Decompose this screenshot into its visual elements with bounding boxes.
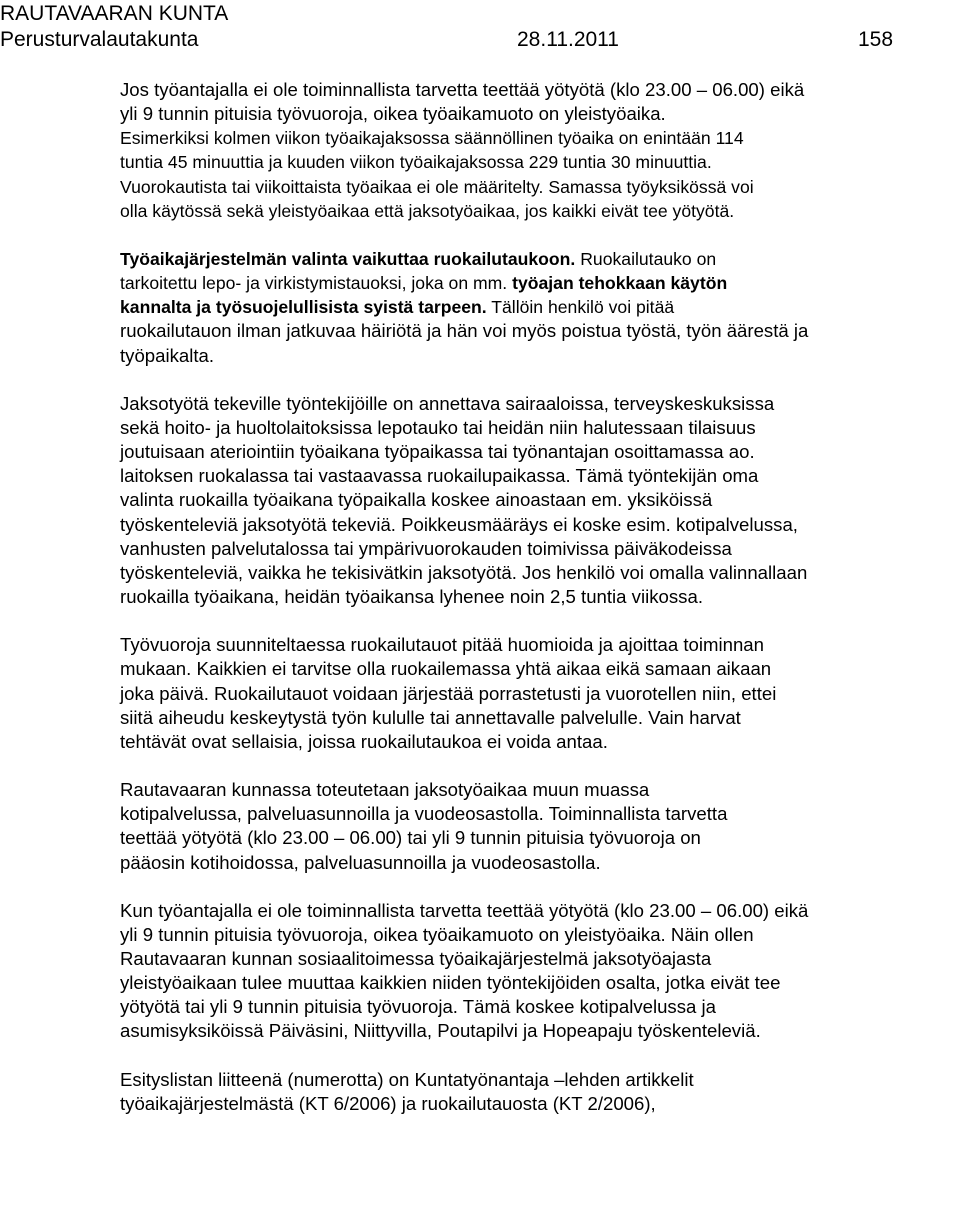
text-segment: Tällöin henkilö voi pitää bbox=[486, 297, 675, 318]
text-segment: valinta ruokailla työaikana työpaikalla koskee ainoastaan em. yksiköissä bbox=[120, 489, 713, 511]
text-line bbox=[120, 513, 960, 537]
text-segment: työpaikalta. bbox=[120, 344, 215, 366]
text-segment: Esimerkiksi kolmen viikon työaikajaksossa säännöllinen työaika on enintään 114 bbox=[120, 128, 744, 149]
text-line bbox=[120, 78, 960, 102]
paragraph bbox=[120, 1068, 960, 1116]
text-segment: siitä aiheudu keskeytystä työn kululle tai annettavalle palvelulle. Vain harvat bbox=[120, 706, 741, 728]
paragraph-gap bbox=[120, 875, 960, 899]
bold-text: työajan tehokkaan käytön bbox=[512, 273, 728, 294]
paragraph-gap bbox=[120, 609, 960, 633]
paragraph bbox=[120, 633, 960, 754]
text-segment: työskenteleviä, vaikka he tekisivätkin jaksotyötä. Jos henkilö voi omalla valinnallaan bbox=[120, 561, 808, 583]
text-segment: tuntia 45 minuuttia ja kuuden viikon työaikajaksossa 229 tuntia 30 minuuttia. bbox=[120, 152, 712, 173]
text-line bbox=[120, 995, 960, 1019]
text-line bbox=[120, 319, 960, 343]
document-body bbox=[120, 78, 960, 1116]
text-segment: joutuisaan ateriointiin työaikana työpaikassa tai työnantajan osoittamassa ao. bbox=[120, 441, 755, 463]
text-segment: Vuorokautista tai viikoittaista työaikaa ei ole määritelty. bbox=[120, 176, 549, 197]
paragraph bbox=[120, 247, 960, 368]
text-line bbox=[120, 561, 960, 585]
text-line bbox=[120, 440, 960, 464]
text-line bbox=[120, 416, 960, 440]
paragraph bbox=[120, 78, 960, 223]
text-segment: asumisyksiköissä Päiväsini, Niittyvilla, Poutapilvi ja Hopeapaju työskenteleviä. bbox=[120, 1020, 761, 1042]
bold-text: Työaikajärjestelmän valinta vaikuttaa ruokailutaukoon. bbox=[120, 248, 576, 269]
text-segment: sekä hoito- ja huoltolaitoksissa lepotauko tai heidän niin halutessaan tilaisuus bbox=[120, 416, 756, 438]
text-segment: kotipalvelussa, palveluasunnoilla ja vuodeosastolla. Toiminnallista tarvetta bbox=[120, 803, 728, 825]
organization-name: RAUTAVAARAN KUNTA bbox=[0, 2, 229, 25]
text-segment: työaikajärjestelmästä (KT 6/2006) ja ruokailutauosta (KT 2/2006), bbox=[120, 1092, 656, 1114]
text-line bbox=[120, 175, 960, 199]
text-line bbox=[120, 150, 960, 174]
paragraph-gap bbox=[120, 754, 960, 778]
paragraph bbox=[120, 392, 960, 609]
text-segment: ruokailutauon ilman jatkuvaa häiriötä ja hän voi myös poistua työstä, työn äärestä ja bbox=[120, 320, 809, 342]
text-segment: laitoksen ruokalassa tai vastaavassa ruokailupaikassa. Tämä työntekijän oma bbox=[120, 465, 759, 487]
text-line bbox=[120, 971, 960, 995]
text-segment: Kun työantajalla ei ole toiminnallista tarvetta teettää yötyötä (klo 23.00 – 06.00) eikä bbox=[120, 899, 809, 921]
text-line bbox=[120, 247, 960, 271]
bold-text: kannalta ja työsuojelullisista syistä tarpeen. bbox=[120, 297, 487, 318]
text-segment: Työvuoroja suunniteltaessa ruokailutauot pitää huomioida ja ajoittaa toiminnan bbox=[120, 634, 764, 656]
text-segment: Rautavaaran kunnassa toteutetaan jaksotyöaikaa muun muassa bbox=[120, 779, 650, 801]
text-line bbox=[120, 1019, 960, 1043]
text-segment: pääosin kotihoidossa, palveluasunnoilla ja vuodeosastolla. bbox=[120, 851, 601, 873]
text-segment: yötyötä tai yli 9 tunnin pituisia työvuoroja. Tämä koskee kotipalvelussa ja bbox=[120, 996, 717, 1018]
text-line bbox=[120, 778, 960, 802]
text-line bbox=[120, 126, 960, 150]
text-segment: ruokailla työaikana, heidän työaikansa lyhenee noin 2,5 tuntia viikossa. bbox=[120, 585, 703, 607]
text-line bbox=[120, 947, 960, 971]
text-segment: olla käytössä sekä yleistyöaikaa että jaksotyöaikaa, jos kaikki eivät tee yötyötä. bbox=[120, 200, 735, 221]
text-line bbox=[120, 899, 960, 923]
text-segment: Ruokailutauko on bbox=[575, 248, 717, 269]
text-segment: mukaan. Kaikkien ei tarvitse olla ruokailemassa yhtä aikaa eikä samaan aikaan bbox=[120, 658, 772, 680]
text-segment: yli 9 tunnin pituisia työvuoroja, oikea työaikamuoto on yleistyöaika. bbox=[120, 103, 666, 125]
paragraph-gap bbox=[120, 368, 960, 392]
text-segment: teettää yötyötä (klo 23.00 – 06.00) tai yli 9 tunnin pituisia työvuoroja on bbox=[120, 827, 701, 849]
text-line bbox=[120, 488, 960, 512]
text-line bbox=[120, 271, 960, 295]
text-segment: Samassa työyksikössä voi bbox=[548, 176, 754, 197]
text-line bbox=[120, 682, 960, 706]
text-line bbox=[120, 851, 960, 875]
text-segment: Jaksotyötä tekeville työntekijöille on annettava sairaaloissa, terveyskeskuksissa bbox=[120, 392, 775, 414]
text-segment: joka päivä. Ruokailutauot voidaan järjestää porrastetusti ja vuorotellen niin, ettei bbox=[120, 682, 777, 704]
text-segment: yli 9 tunnin pituisia työvuoroja, oikea työaikamuoto on yleistyöaika. Näin ollen bbox=[120, 923, 754, 945]
text-line bbox=[120, 102, 960, 126]
text-line bbox=[120, 537, 960, 561]
text-line bbox=[120, 295, 960, 319]
text-line bbox=[120, 826, 960, 850]
text-segment: yleistyöaikaan tulee muuttaa kaikkien niiden työntekijöiden osalta, jotka eivät tee bbox=[120, 972, 781, 994]
text-line bbox=[120, 657, 960, 681]
text-line bbox=[120, 585, 960, 609]
text-line bbox=[120, 633, 960, 657]
text-line bbox=[120, 802, 960, 826]
paragraph bbox=[120, 899, 960, 1044]
text-line bbox=[120, 706, 960, 730]
text-segment: tarkoitettu lepo- ja virkistymistauoksi, joka on mm. bbox=[120, 273, 513, 294]
text-line bbox=[120, 392, 960, 416]
text-segment: Esityslistan liitteenä (numerotta) on Kuntatyönantaja –lehden artikkelit bbox=[120, 1068, 694, 1090]
text-segment: työskenteleviä jaksotyötä tekeviä. Poikkeusmääräys ei koske esim. kotipalvelussa, bbox=[120, 513, 798, 535]
text-line bbox=[120, 344, 960, 368]
text-segment: vanhusten palvelutalossa tai ympärivuorokauden toimivissa päiväkodeissa bbox=[120, 537, 732, 559]
paragraph-gap bbox=[120, 223, 960, 247]
paragraph-gap bbox=[120, 1044, 960, 1068]
page-number: 158 bbox=[858, 28, 894, 51]
text-segment: Jos työantajalla ei ole toiminnallista tarvetta teettää yötyötä (klo 23.00 – 06.00) eikä bbox=[120, 79, 805, 100]
text-line bbox=[120, 1068, 960, 1092]
department-name: Perusturvalautakunta bbox=[0, 28, 199, 51]
paragraph bbox=[120, 778, 960, 875]
text-line bbox=[120, 199, 960, 223]
document-date: 28.11.2011 bbox=[517, 28, 619, 51]
text-segment: tehtävät ovat sellaisia, joissa ruokailutaukoa ei voida antaa. bbox=[120, 730, 608, 752]
text-line bbox=[120, 1092, 960, 1116]
text-segment: Rautavaaran kunnan sosiaalitoimessa työaikajärjestelmä jaksotyöajasta bbox=[120, 948, 712, 970]
text-line bbox=[120, 730, 960, 754]
text-line bbox=[120, 923, 960, 947]
text-line bbox=[120, 464, 960, 488]
